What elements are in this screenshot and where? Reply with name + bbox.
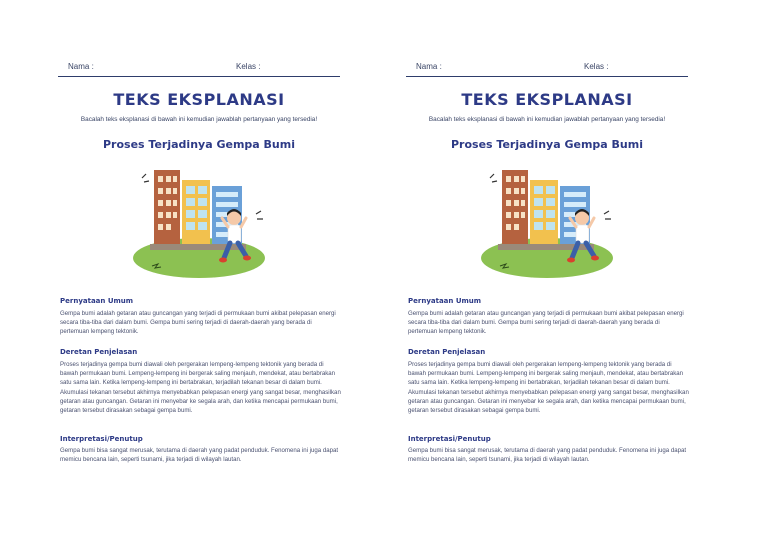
class-label: Kelas : — [236, 62, 261, 71]
section-body-interpretation: Gempa bumi bisa sangat merusak, terutama di daerah yang padat penduduk. Fenomena ini juga dapat memicu bencana lain, seperti tsunami, jika terjadi di wilayah lautan. — [408, 447, 687, 464]
worksheet-left — [58, 0, 348, 544]
section-body-interpretation: Gempa bumi bisa sangat merusak, terutama di daerah yang padat penduduk. Fenomena ini juga dapat memicu bencana lain, seperti tsunami, jika terjadi di wilayah lautan. — [60, 447, 339, 464]
section-heading-explanation: Deretan Penjelasan — [60, 348, 138, 356]
text-subtitle: Proses Terjadinya Gempa Bumi — [103, 138, 295, 151]
section-heading-interpretation: Interpretasi/Penutup — [60, 435, 143, 443]
page-title: TEKS EKSPLANASI — [461, 90, 633, 109]
text-subtitle: Proses Terjadinya Gempa Bumi — [451, 138, 643, 151]
earthquake-illustration — [480, 162, 614, 280]
section-heading-interpretation: Interpretasi/Penutup — [408, 435, 491, 443]
page-title: TEKS EKSPLANASI — [113, 90, 285, 109]
section-heading-general-statement: Pernyataan Umum — [408, 297, 482, 305]
section-body-general-statement: Gempa bumi adalah getaran atau guncangan yang terjadi di permukaan bumi akibat pelepasan energi secara tiba-tiba dari dalam bumi. Gempa bumi sering terjadi di daerah-daerah yang berada di pertemuan lempeng tektonik. — [60, 310, 336, 336]
name-label: Nama : — [416, 62, 442, 71]
worksheet-right — [406, 0, 696, 544]
section-body-explanation: Proses terjadinya gempa bumi diawali oleh pergerakan lempeng-lempeng tektonik yang berada di bawah permukaan bumi. Lempeng-lempeng ini bergerak saling menjauh, mendekat, atau bertabrakan satu sama lain. Ketika lempeng-lempeng ini bertabrakan, terjadilah tekanan besar di dalam bumi. Akumulasi tekanan tersebut akhirnya menyebabkan pelepasan energi yang sangat besar, menghasilkan getaran atau guncangan. Getaran ini menyebar ke segala arah, dan ketika mencapai permukaan bumi, getaran tersebut dirasakan sebagai gempa bumi. — [408, 361, 689, 415]
name-class-row — [58, 60, 340, 77]
name-class-row — [406, 60, 688, 77]
section-body-general-statement: Gempa bumi adalah getaran atau guncangan yang terjadi di permukaan bumi akibat pelepasan energi secara tiba-tiba dari dalam bumi. Gempa bumi sering terjadi di daerah-daerah yang berada di pertemuan lempeng tektonik. — [408, 310, 684, 336]
section-heading-explanation: Deretan Penjelasan — [408, 348, 486, 356]
instruction-text: Bacalah teks eksplanasi di bawah ini kemudian jawablah pertanyaan yang tersedia! — [428, 116, 666, 123]
earthquake-illustration — [132, 162, 266, 280]
section-heading-general-statement: Pernyataan Umum — [60, 297, 134, 305]
class-label: Kelas : — [584, 62, 609, 71]
name-label: Nama : — [68, 62, 94, 71]
instruction-text: Bacalah teks eksplanasi di bawah ini kemudian jawablah pertanyaan yang tersedia! — [80, 116, 318, 123]
section-body-explanation: Proses terjadinya gempa bumi diawali oleh pergerakan lempeng-lempeng tektonik yang berada di bawah permukaan bumi. Lempeng-lempeng ini bergerak saling menjauh, mendekat, atau bertabrakan satu sama lain. Ketika lempeng-lempeng ini bertabrakan, terjadilah tekanan besar di dalam bumi. Akumulasi tekanan tersebut akhirnya menyebabkan pelepasan energi yang sangat besar, menghasilkan getaran atau guncangan. Getaran ini menyebar ke segala arah, dan ketika mencapai permukaan bumi, getaran tersebut dirasakan sebagai gempa bumi. — [60, 361, 341, 415]
